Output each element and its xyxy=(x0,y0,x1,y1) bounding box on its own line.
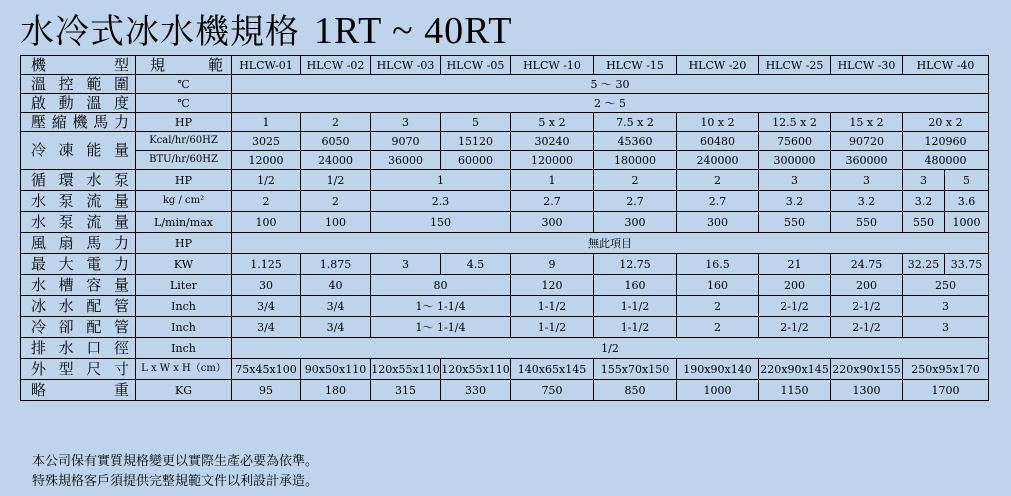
value-cell: 45360 xyxy=(594,132,677,151)
value-cell: 330 xyxy=(441,380,511,401)
value-cell: 2-1/2 xyxy=(831,317,903,338)
value-cell: 7.5 x 2 xyxy=(594,113,677,132)
row-label: 冰水配管 xyxy=(21,296,136,317)
value-cell: 3/4 xyxy=(301,296,371,317)
unit-cell: HP xyxy=(136,113,232,132)
value-cell: 24.75 xyxy=(831,254,903,275)
model-cell: HLCW -30 xyxy=(831,56,903,75)
unit-cell: Inch xyxy=(136,317,232,338)
value-cell: 30 xyxy=(232,275,301,296)
value-cell: 200 xyxy=(759,275,831,296)
model-cell: HLCW -05 xyxy=(441,56,511,75)
value-cell: 1 xyxy=(371,170,511,191)
unit-cell: L/min/max xyxy=(136,212,232,233)
row-label: 風扇馬力 xyxy=(21,233,136,254)
value-cell: 12.5 x 2 xyxy=(759,113,831,132)
table-row xyxy=(21,233,989,254)
row-label: 排水口徑 xyxy=(21,338,136,359)
value-cell: 2.3 xyxy=(371,191,511,212)
value-cell: 95 xyxy=(232,380,301,401)
row-label: 最大電力 xyxy=(21,254,136,275)
value-cell: 140x65x145 xyxy=(511,359,594,380)
value-cell: 40 xyxy=(301,275,371,296)
value-cell: 3 xyxy=(831,170,903,191)
row-label: 冷凍能量 xyxy=(21,132,136,170)
table-row xyxy=(21,113,989,132)
value-cell: 1150 xyxy=(759,380,831,401)
value-cell: 150 xyxy=(371,212,511,233)
value-cell: 2 xyxy=(677,170,759,191)
footnote-line: 本公司保有實質規格變更以實際生產必要為依準。 xyxy=(32,454,319,469)
value-cell: 75x45x100 xyxy=(232,359,301,380)
value-cell: 33.75 xyxy=(945,254,989,275)
value-cell: 3 xyxy=(371,254,441,275)
value-cell: 3 xyxy=(903,296,989,317)
value-cell: 550 xyxy=(903,212,945,233)
value-cell: 220x90x145 xyxy=(759,359,831,380)
value-cell: 160 xyxy=(594,275,677,296)
value-cell: 120x55x110 xyxy=(371,359,441,380)
value-cell: 120960 xyxy=(903,132,989,151)
value-cell: 3/4 xyxy=(232,296,301,317)
value-cell: 2-1/2 xyxy=(759,296,831,317)
value-cell: 90720 xyxy=(831,132,903,151)
value-cell: 2 ～ 5 xyxy=(232,94,989,113)
value-cell: 3 xyxy=(903,170,945,191)
unit-cell: Inch xyxy=(136,338,232,359)
value-cell: 1000 xyxy=(677,380,759,401)
value-cell: 12000 xyxy=(232,151,301,170)
table-row xyxy=(21,380,989,401)
value-cell: 2-1/2 xyxy=(759,317,831,338)
value-cell: 60000 xyxy=(441,151,511,170)
table-row xyxy=(21,170,989,191)
value-cell: 3025 xyxy=(232,132,301,151)
value-cell: 1-1/2 xyxy=(594,317,677,338)
row-label: 略 重 xyxy=(21,380,136,401)
value-cell: 1300 xyxy=(831,380,903,401)
value-cell: 3.2 xyxy=(903,191,945,212)
value-cell: 300 xyxy=(594,212,677,233)
unit-cell: Inch xyxy=(136,296,232,317)
value-cell: 360000 xyxy=(831,151,903,170)
value-cell: 15120 xyxy=(441,132,511,151)
table-row xyxy=(21,275,989,296)
value-cell: 160 xyxy=(677,275,759,296)
value-cell: 3.6 xyxy=(945,191,989,212)
value-cell: 220x90x155 xyxy=(831,359,903,380)
table-row xyxy=(21,151,989,170)
value-cell: 1 xyxy=(232,113,301,132)
value-cell: 20 x 2 xyxy=(903,113,989,132)
value-cell: 480000 xyxy=(903,151,989,170)
row-label: 循環水泵 xyxy=(21,170,136,191)
value-cell: 15 x 2 xyxy=(831,113,903,132)
unit-cell: ℃ xyxy=(136,75,232,94)
unit-cell: L x W x H（cm） xyxy=(136,359,232,380)
value-cell: 300 xyxy=(677,212,759,233)
value-cell: 1-1/2 xyxy=(511,296,594,317)
value-cell: 21 xyxy=(759,254,831,275)
value-cell: 1/2 xyxy=(301,170,371,191)
value-cell: 3/4 xyxy=(301,317,371,338)
row-label: 壓縮機馬力 xyxy=(21,113,136,132)
table-row xyxy=(21,191,989,212)
row-label: 冷卻配管 xyxy=(21,317,136,338)
value-cell: 200 xyxy=(831,275,903,296)
header-row xyxy=(21,56,989,75)
title-cjk: 水冷式冰水機規格 xyxy=(20,12,300,52)
value-cell: 30240 xyxy=(511,132,594,151)
table-row xyxy=(21,212,989,233)
value-cell: 1 xyxy=(511,170,594,191)
spec-table xyxy=(20,55,989,401)
value-cell: 1000 xyxy=(945,212,989,233)
model-cell: HLCW -10 xyxy=(511,56,594,75)
table-row xyxy=(21,75,989,94)
value-cell: 1-1/2 xyxy=(511,317,594,338)
row-label: 水泵流量 xyxy=(21,212,136,233)
unit-cell: KG xyxy=(136,380,232,401)
unit-header: 規 範 xyxy=(136,56,232,75)
value-cell: 2 xyxy=(594,170,677,191)
table-row xyxy=(21,132,989,151)
page-title xyxy=(20,4,512,53)
value-cell: 550 xyxy=(759,212,831,233)
model-cell: HLCW -02 xyxy=(301,56,371,75)
row-label: 啟動溫度 xyxy=(21,94,136,113)
value-cell: 4.5 xyxy=(441,254,511,275)
value-cell: 2 xyxy=(677,317,759,338)
value-cell: 120x55x110 xyxy=(441,359,511,380)
value-cell: 240000 xyxy=(677,151,759,170)
value-cell: 5 ～ 30 xyxy=(232,75,989,94)
value-cell: 3.2 xyxy=(759,191,831,212)
value-cell: 315 xyxy=(371,380,441,401)
value-cell: 2 xyxy=(232,191,301,212)
value-cell: 9 xyxy=(511,254,594,275)
value-cell: 250 xyxy=(903,275,989,296)
unit-cell: kg / cm² xyxy=(136,191,232,212)
value-cell: 9070 xyxy=(371,132,441,151)
value-cell: 2.7 xyxy=(594,191,677,212)
value-cell: 180000 xyxy=(594,151,677,170)
value-cell: 10 x 2 xyxy=(677,113,759,132)
value-cell: 2 xyxy=(301,191,371,212)
unit-cell: ℃ xyxy=(136,94,232,113)
value-cell: 6050 xyxy=(301,132,371,151)
value-cell: 300 xyxy=(511,212,594,233)
value-cell: 60480 xyxy=(677,132,759,151)
model-cell: HLCW -20 xyxy=(677,56,759,75)
value-cell: 32.25 xyxy=(903,254,945,275)
value-cell: 無此項目 xyxy=(232,233,989,254)
table-row xyxy=(21,254,989,275)
value-cell: 1-1/2 xyxy=(594,296,677,317)
table-row xyxy=(21,359,989,380)
value-cell: 3.2 xyxy=(831,191,903,212)
unit-cell: KW xyxy=(136,254,232,275)
value-cell: 1.875 xyxy=(301,254,371,275)
unit-cell: HP xyxy=(136,233,232,254)
value-cell: 850 xyxy=(594,380,677,401)
value-cell: 120 xyxy=(511,275,594,296)
row-label: 外型尺寸 xyxy=(21,359,136,380)
value-cell: 550 xyxy=(831,212,903,233)
unit-cell: Kcal/hr/60HZ xyxy=(136,132,232,151)
value-cell: 120000 xyxy=(511,151,594,170)
table-row xyxy=(21,317,989,338)
footnotes xyxy=(32,452,318,492)
value-cell: 100 xyxy=(301,212,371,233)
value-cell: 1/2 xyxy=(232,338,989,359)
value-cell: 3 xyxy=(759,170,831,191)
model-cell: HLCW -25 xyxy=(759,56,831,75)
row-label: 水槽容量 xyxy=(21,275,136,296)
value-cell: 5 xyxy=(945,170,989,191)
value-cell: 2.7 xyxy=(677,191,759,212)
footnote-line: 特殊規格客戶須提供完整規範文件以利設計承造。 xyxy=(32,474,319,489)
title-range: 1RT ~ 40RT xyxy=(314,10,513,52)
unit-cell: HP xyxy=(136,170,232,191)
value-cell: 250x95x170 xyxy=(903,359,989,380)
value-cell: 2-1/2 xyxy=(831,296,903,317)
value-cell: 1/2 xyxy=(232,170,301,191)
value-cell: 300000 xyxy=(759,151,831,170)
value-cell: 3 xyxy=(371,113,441,132)
value-cell: 3 xyxy=(903,317,989,338)
value-cell: 180 xyxy=(301,380,371,401)
value-cell: 5 x 2 xyxy=(511,113,594,132)
model-cell: HLCW-01 xyxy=(232,56,301,75)
value-cell: 16.5 xyxy=(677,254,759,275)
row-label: 溫控範圍 xyxy=(21,75,136,94)
table-row xyxy=(21,94,989,113)
value-cell: 1～ 1-1/4 xyxy=(371,296,511,317)
model-cell: HLCW -40 xyxy=(903,56,989,75)
row-label: 水泵流量 xyxy=(21,191,136,212)
row-label: 機 型 xyxy=(21,56,136,75)
value-cell: 100 xyxy=(232,212,301,233)
value-cell: 155x70x150 xyxy=(594,359,677,380)
value-cell: 1.125 xyxy=(232,254,301,275)
value-cell: 2 xyxy=(301,113,371,132)
spec-table-wrapper xyxy=(20,55,989,401)
value-cell: 1～ 1-1/4 xyxy=(371,317,511,338)
value-cell: 750 xyxy=(511,380,594,401)
value-cell: 2.7 xyxy=(511,191,594,212)
value-cell: 1700 xyxy=(903,380,989,401)
unit-cell: Liter xyxy=(136,275,232,296)
model-cell: HLCW -03 xyxy=(371,56,441,75)
value-cell: 90x50x110 xyxy=(301,359,371,380)
value-cell: 12.75 xyxy=(594,254,677,275)
value-cell: 5 xyxy=(441,113,511,132)
value-cell: 190x90x140 xyxy=(677,359,759,380)
value-cell: 36000 xyxy=(371,151,441,170)
model-cell: HLCW -15 xyxy=(594,56,677,75)
table-row xyxy=(21,338,989,359)
value-cell: 80 xyxy=(371,275,511,296)
value-cell: 2 xyxy=(677,296,759,317)
table-row xyxy=(21,296,989,317)
unit-cell: BTU/hr/60HZ xyxy=(136,151,232,170)
value-cell: 3/4 xyxy=(232,317,301,338)
value-cell: 75600 xyxy=(759,132,831,151)
value-cell: 24000 xyxy=(301,151,371,170)
